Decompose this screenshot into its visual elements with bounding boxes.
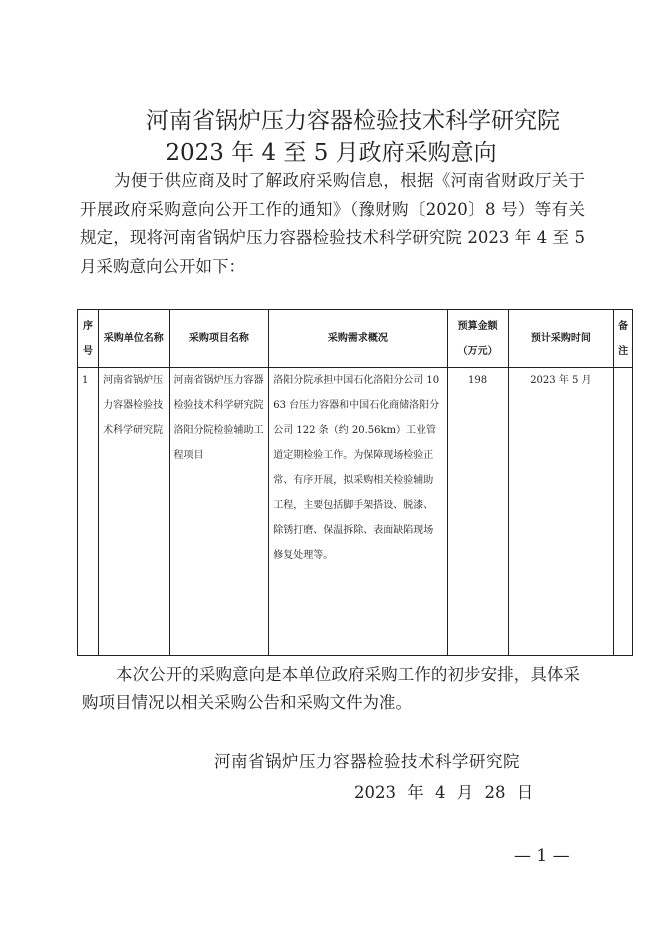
header-num: 序号 bbox=[78, 310, 99, 368]
cell-unit: 河南省锅炉压力容器检验技术科学研究院 bbox=[99, 368, 169, 656]
header-project: 采购项目名称 bbox=[169, 310, 269, 368]
procurement-table bbox=[77, 309, 633, 656]
cell-note bbox=[614, 368, 633, 656]
closing-text: 本次公开的采购意向是本单位政府采购工作的初步安排，具体采购项目情况以相关采购公告和采购文件为准。 bbox=[82, 665, 580, 712]
signature-date: 2023 年 4 月 28 日 bbox=[354, 783, 534, 802]
cell-num: 1 bbox=[78, 368, 99, 656]
cell-requirement: 洛阳分院承担中国石化洛阳分公司 1063 台压力容器和中国石化商储洛阳分公司 122 条（约 20.56km）工业管道定期检验工作。为保障现场检验正常、有序开展，拟采购相关检验辅助工程，主要包括脚手架搭设、脱漆、除锈打磨、保温拆除、表面缺陷现场修复处理等。 bbox=[269, 368, 447, 656]
header-requirement: 采购需求概况 bbox=[269, 310, 447, 368]
cell-project: 河南省锅炉压力容器检验技术科学研究院洛阳分院检验辅助工程项目 bbox=[169, 368, 269, 656]
page-number: — 1 — bbox=[514, 846, 570, 866]
cell-budget: 198 bbox=[447, 368, 508, 656]
intro-text: 为便于供应商及时了解政府采购信息，根据《河南省财政厅关于开展政府采购意向公开工作的通知》（豫财购〔2020〕8 号）等有关规定，现将河南省锅炉压力容器检验技术科学研究院 2023 年 4 至 5 月采购意向公开如下： bbox=[80, 171, 585, 276]
header-unit: 采购单位名称 bbox=[99, 310, 169, 368]
header-note: 备注 bbox=[614, 310, 633, 368]
intro-paragraph bbox=[80, 167, 585, 281]
header-budget: 预算金额（万元） bbox=[447, 310, 508, 368]
closing-paragraph bbox=[82, 661, 580, 717]
header-time: 预计采购时间 bbox=[508, 310, 614, 368]
table-row bbox=[78, 368, 633, 656]
document-title-line1: 河南省锅炉压力容器检验技术科学研究院 bbox=[146, 108, 560, 134]
document-title-line2: 2023 年 4 至 5 月政府采购意向 bbox=[165, 140, 497, 166]
signature-organization: 河南省锅炉压力容器检验技术科学研究院 bbox=[214, 752, 520, 771]
table-header-row bbox=[78, 310, 633, 368]
cell-time: 2023 年 5 月 bbox=[508, 368, 614, 656]
